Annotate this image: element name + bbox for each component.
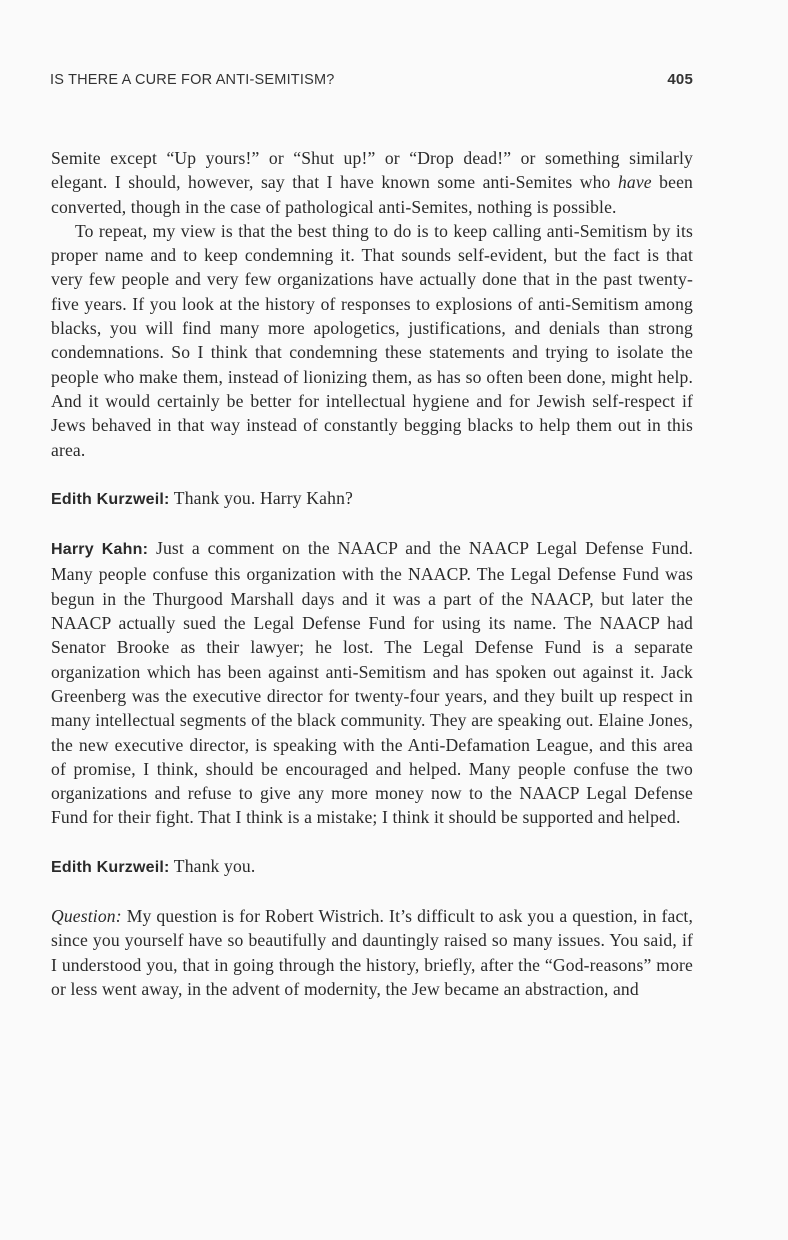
speaker-text: Thank you. (169, 855, 256, 876)
emphasized-word: have (617, 172, 652, 193)
running-title: IS THERE A CURE FOR ANTI-SEMITISM? (50, 72, 335, 88)
running-head (50, 71, 693, 88)
speaker-turn (51, 486, 693, 512)
speaker-turn (51, 854, 693, 880)
page-body (51, 146, 693, 1001)
paragraph: To repeat, my view is that the best thing to do is to keep calling anti-Semitism by its proper name and to keep condemning it. That sounds self-evident, but the fact is that very few people and very few organizations have actually done that in the past twenty-five years. If you look at the history of responses to explosions of anti-Semitism among blacks, you will find many more apologetics, justifications, and denials than strong condemnations. So I think that condemning these statements and trying to isolate the people who make them, instead of lionizing them, as has so often been done, might help. And it would certainly be better for intellectual hygiene and for Jewish self-respect if Jews behaved in that way instead of constantly begging blacks to help them out in this area. (51, 220, 693, 460)
speaker-name: Harry Kahn: (51, 541, 149, 559)
page-number: 405 (667, 71, 693, 88)
speaker-text: Just a comment on the NAACP and the NAACP Legal Defense Fund. Many people confuse this organization with the NAACP. The Legal Defense Fund was begun in the Thurgood Marshall days and it was a part of the NAACP, but later the NAACP actually sued the Legal Defense Fund for using its name. The NAACP had Senator Brooke as their lawyer; he lost. The Legal Defense Fund is a separate organization which has been against anti-Semitism and has spoken out against it. Jack Greenberg was the executive director for twenty-four years, and they built up respect in many intellectual segments of the black community. They are speaking out. Elaine Jones, the new executive director, is speaking with the Anti-Defamation League, and this area of promise, I think, should be encouraged and helped. Many people confuse the two organizations and refuse to give any more money now to the NAACP Legal Defense Fund for their fight. That I think is a mistake; I think it should be supported and helped. (51, 538, 693, 828)
speaker-name: Edith Kurzweil: (51, 490, 170, 508)
speaker-name: Edith Kurzweil: (51, 858, 170, 876)
question-text: My question is for Robert Wistrich. It’s difficult to ask you a question, in fact, since you yourself have so beautifully and dauntingly raised so many issues. You said, if I understood you, that in going through the history, briefly, after the “God-reasons” more or less went away, in the advent of modernity, the Jew became an abstraction, and (51, 906, 693, 999)
paragraph-text: Semite except “Up yours!” or “Shut up!” or “Drop dead!” or something similarly elegant. I should, however, say that I have known some anti-Semites who (51, 148, 693, 193)
paragraph-text: been converted, though in the case of pathological anti-Semites, nothing is possible. (51, 172, 693, 217)
question-label: Question: (51, 906, 122, 927)
speaker-text: Thank you. Harry Kahn? (169, 487, 353, 508)
paragraph-continuation (51, 146, 693, 219)
speaker-turn (51, 536, 693, 830)
question-turn (51, 904, 693, 1001)
